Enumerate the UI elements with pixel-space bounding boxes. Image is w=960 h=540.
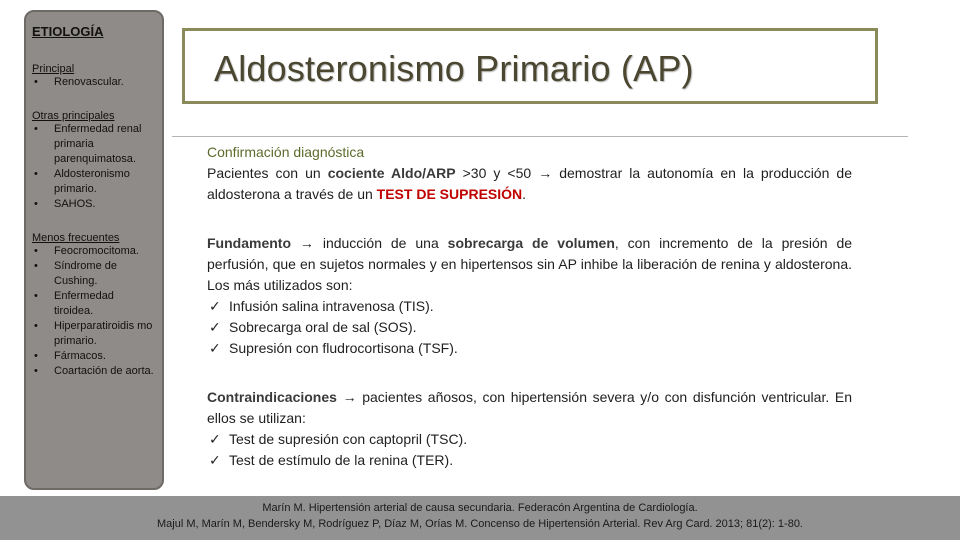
sidebar-title: ETIOLOGÍA [32, 24, 104, 39]
sidebar-section-otras [32, 110, 156, 212]
confirm-block [207, 142, 852, 205]
fundamento-text [207, 233, 852, 296]
sidebar-list-item: • Coartación de aorta. [32, 364, 156, 379]
fundamento-heading: Fundamento [207, 235, 291, 251]
suppression-test-term: TEST DE SUPRESIÓN [376, 186, 523, 202]
fundamento-block [207, 233, 852, 359]
sidebar-list-item: • Enfermedad tiroidea. [32, 289, 156, 319]
arrow-icon: → [342, 389, 357, 405]
main-content [207, 142, 852, 491]
test-list-item: ✓ Test de supresión con captopril (TSC). [207, 429, 852, 450]
text-run: , con incremento de la presión de perfusión, que en sujetos normales y en hipertensos sin AP inhibe la liberación de renina y aldosterona. Los más utilizados son: [207, 235, 853, 293]
confirm-text [207, 163, 852, 205]
test-list-item: ✓ Supresión con fludrocortisona (TSF). [207, 338, 852, 359]
text-run: pacientes añosos, con hipertensión severa y/o con disfunción ventricular. En ellos se utilizan: [207, 389, 853, 426]
sidebar-list-item: • Renovascular. [32, 75, 156, 90]
arrow-icon: → [299, 235, 314, 251]
contra-heading: Contraindicaciones [207, 389, 337, 405]
contra-block [207, 387, 852, 471]
sidebar-list-item: • Fármacos. [32, 349, 156, 364]
text-run: inducción de una [313, 235, 448, 251]
text-run: . [522, 186, 527, 202]
text-run: >30 y <50 [455, 165, 539, 181]
sidebar-list-item: • Síndrome de Cushing. [32, 259, 156, 289]
reference-line: Majul M, Marín M, Bendersky M, Rodríguez P, Díaz M, Orías M. Concenso de Hipertensión Arterial. Rev Arg Card. 2013; 81(2): 1-80. [156, 518, 803, 530]
sidebar-list [32, 75, 156, 90]
sidebar-section-heading: Principal [32, 63, 75, 75]
page-title: Aldosteronismo Primario (AP) [214, 48, 694, 89]
arrow-icon: → [538, 165, 553, 181]
sidebar-list [32, 122, 156, 212]
volume-term: sobrecarga de volumen [447, 235, 615, 251]
test-list-item: ✓ Sobrecarga oral de sal (SOS). [207, 317, 852, 338]
test-list-item: ✓ Infusión salina intravenosa (TIS). [207, 296, 852, 317]
etiology-sidebar [24, 10, 164, 490]
sidebar-section-heading: Otras principales [32, 110, 115, 122]
sidebar-list-item: • Aldosteronismo primario. [32, 167, 156, 197]
sidebar-section-principal [32, 63, 156, 90]
confirm-heading: Confirmación diagnóstica [207, 144, 365, 160]
sidebar-list [32, 244, 156, 379]
references [0, 500, 960, 532]
sidebar-list-item: • Enfermedad renal primaria parenquimatosa. [32, 122, 156, 167]
sidebar-section-menos [32, 232, 156, 379]
sidebar-section-heading: Menos frecuentes [32, 232, 120, 244]
reference-line: Marín M. Hipertensión arterial de causa secundaria. Federacón Argentina de Cardiología. [262, 502, 698, 514]
test-list-item: ✓ Test de estímulo de la renina (TER). [207, 450, 852, 471]
contra-text [207, 387, 852, 429]
sidebar-list-item: • Feocromocitoma. [32, 244, 156, 259]
ratio-term: cociente Aldo/ARP [327, 165, 456, 181]
text-run: Pacientes con un [207, 165, 328, 181]
divider [172, 136, 908, 137]
sidebar-list-item: • Hiperparatiroidis mo primario. [32, 319, 156, 349]
text-run: demostrar la autonomía en la producción de aldosterona a través de un [207, 165, 852, 202]
sidebar-list-item: • SAHOS. [32, 197, 156, 212]
